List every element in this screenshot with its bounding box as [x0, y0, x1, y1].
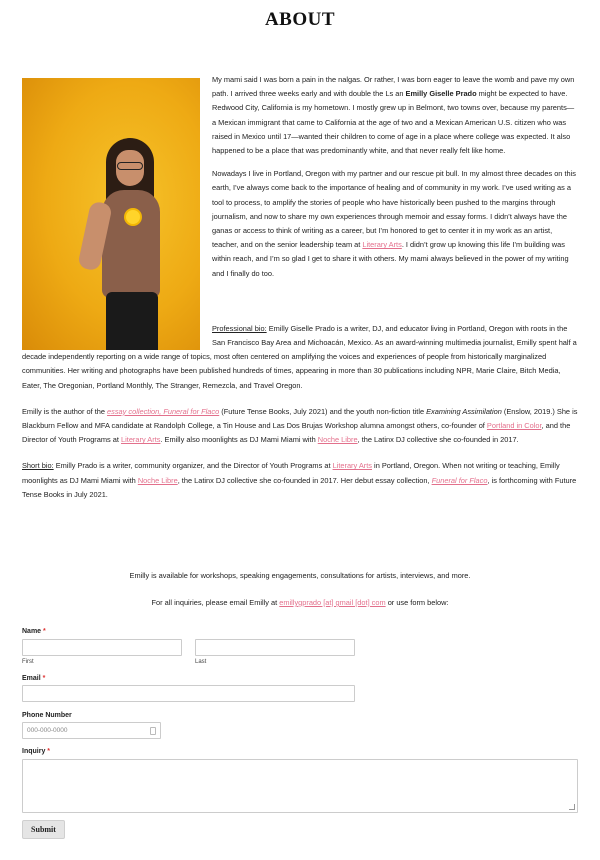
- bio-text: (Enslow, 2019.) She is Blackburn Fellow and MFA candidate at Randolph College, a Tin House and Las Dos Brujas Workshop alumna amongst others, co-founder of: [22, 406, 578, 431]
- bio-text: , the Latinx DJ collective she co-founded in 2017.: [357, 435, 519, 445]
- funeral-for-flaco-link[interactable]: essay collection, Funeral for Flaco: [107, 406, 220, 416]
- bio-text: , the Latinx DJ collective she co-founded in 2017. Her debut essay collection,: [177, 475, 432, 485]
- bio-text: , and the Director of Youth Programs at: [22, 421, 571, 445]
- submit-button[interactable]: Submit: [22, 820, 65, 839]
- book-title: Examining Assimilation: [426, 406, 502, 416]
- inquiries-prefix: For all inquiries, please email Emilly at: [151, 598, 280, 607]
- name-label: [22, 627, 46, 637]
- author-photo: [22, 78, 200, 350]
- inquiries-text: [0, 596, 600, 610]
- literary-arts-link[interactable]: Literary Arts: [121, 435, 161, 445]
- literary-arts-link[interactable]: Literary Arts: [362, 240, 402, 250]
- author-name: Emilly Giselle Prado: [405, 89, 477, 99]
- email-input[interactable]: [22, 685, 355, 702]
- author-paragraph: [22, 405, 578, 448]
- bio-text: in Portland, Oregon. When not writing or teaching, Emilly moonlights as DJ Mami Miami with: [22, 461, 560, 485]
- bio-text: might be expected to have. Redwood City, California is my hometown. I mostly grew up in Belmont, two towns over, because my parents—a Mexican immigrant that came to California at the age of two and a Mexican American U.S. citizen who was raised in Mexico until 17—wanted their children to come of age in a place where college was expected. It also happened to be a place that was predominantly white, and that never really felt like home.: [212, 89, 575, 156]
- number-spinner-icon[interactable]: [150, 727, 156, 735]
- short-bio: [22, 459, 578, 502]
- professional-bio-label: Professional bio:: [212, 323, 267, 333]
- phone-label: Phone Number: [22, 712, 72, 719]
- bio-text: Emilly is the author of the: [22, 406, 108, 416]
- last-name-input[interactable]: [195, 639, 355, 656]
- bio-text: My mami said I was born a pain in the nalgas. Or rather, I was born eager to leave the womb and pave my own path. I arrived three weeks early and with double the Ls an: [212, 75, 575, 99]
- required-marker: *: [42, 675, 46, 682]
- resize-grip-icon[interactable]: [569, 804, 575, 810]
- bio-text: , is forthcoming with Future Tense Books in July 2021.: [22, 475, 577, 499]
- about-content: [22, 73, 578, 511]
- bio-text: . Emilly also moonlights as DJ Mami Miami with: [160, 435, 318, 445]
- bio-text: (Future Tense Books, July 2021) and the youth non-fiction title: [219, 406, 427, 416]
- inquiries-suffix: or use form below:: [385, 598, 449, 607]
- bio-text: Emilly Prado is a writer, community organizer, and the Director of Youth Programs at: [53, 461, 333, 471]
- portland-in-color-link[interactable]: Portland in Color: [486, 421, 542, 431]
- required-marker: *: [47, 748, 51, 755]
- email-label: [22, 674, 45, 684]
- bio-text: Emilly Giselle Prado is a writer, DJ, and educator living in Portland, Oregon with roots in the San Francisco Bay Area and Michoacán, Mexico. As an award-winning multimedia journalist, Emilly spent half a decade independently reporting on a wide range of topics, most often centered on amplifying the voices and experiences of people from historically marginalized communities. Her writing and photographs have been published hundreds of times, appearing in more than 30 publications including NPR, Marie Claire, Bitch Media, Eater, The Oregonian, Portland Monthly, The Stranger, Remezcla, and Travel Oregon.: [22, 323, 577, 390]
- inquiry-label: [22, 747, 50, 757]
- availability-text: Emilly is available for workshops, speaking engagements, consultations for artists, interviews, and more.: [129, 571, 471, 580]
- inquiry-textarea[interactable]: [22, 759, 578, 813]
- phone-placeholder: 000-000-0000: [27, 727, 68, 734]
- short-bio-label: Short bio:: [22, 461, 54, 471]
- funeral-for-flaco-link[interactable]: Funeral for Flaco: [431, 475, 488, 485]
- bio-text: . I didn’t grow up knowing this life I’m building was within reach, and I’m so glad I get to share it with others. My mami always believed in the power of my writing and I finally do too.: [212, 240, 569, 278]
- email-label-text: Email: [22, 675, 41, 682]
- page-title: ABOUT: [264, 9, 336, 30]
- required-marker: *: [43, 628, 46, 635]
- last-sublabel: Last: [195, 659, 207, 665]
- literary-arts-link[interactable]: Literary Arts: [332, 461, 372, 471]
- email-link[interactable]: emillygprado [at] gmail [dot] com: [279, 598, 386, 607]
- noche-libre-link[interactable]: Noche Libre: [137, 475, 178, 485]
- first-sublabel: First: [22, 659, 34, 665]
- bio-text: Nowadays I live in Portland, Oregon with my partner and our rescue pit bull. In my almost three decades on this earth, I’ve always come back to the importance of healing and of community in my work. I’ve used writing as a tool to process, to amplify the stories of people who have historically been pushed to the margins through journalism, and now to share my own experiences through memoir and essay forms. I didn’t always have the ganas or access to think of writing as a career, but I’m honored to get to center it in my work as an artist, teacher, and on the senior leadership team at: [212, 169, 576, 250]
- name-label-text: Name: [22, 628, 42, 635]
- noche-libre-link[interactable]: Noche Libre: [317, 435, 358, 445]
- phone-input[interactable]: [22, 722, 161, 739]
- first-name-input[interactable]: [22, 639, 182, 656]
- inquiry-label-text: Inquiry: [22, 748, 46, 755]
